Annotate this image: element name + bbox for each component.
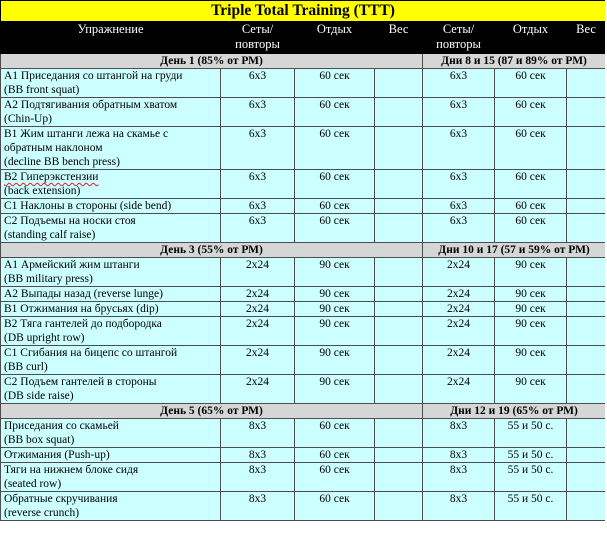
- exercise-name-line: A2 Выпады назад (reverse lunge): [4, 288, 163, 300]
- exercise-name-line: C1 Сгибания на бицепс со штангой: [4, 347, 178, 359]
- exercise-name-line: C1 Наклоны в стороны (side bend): [4, 200, 172, 212]
- exercise-name-line: B1 Жим штанги лежа на скамье с: [4, 128, 169, 140]
- rest-cell-2: 90 сек: [495, 287, 567, 302]
- exercise-name-cell: [1, 375, 221, 404]
- exercise-name-cell: [1, 448, 221, 463]
- exercise-name-cell: [1, 463, 221, 492]
- exercise-name-line: C2 Подъемы на носки стоя: [4, 215, 136, 227]
- exercise-row: [1, 375, 606, 404]
- sets-reps-cell: 2x24: [221, 317, 295, 346]
- sets-reps-cell: 6x3: [221, 69, 295, 98]
- weight-cell-2: [567, 69, 606, 98]
- section-header-row: [1, 243, 606, 258]
- exercise-name-cell: [1, 98, 221, 127]
- rest-cell-2: 55 и 50 с.: [495, 419, 567, 448]
- rest-cell: 60 сек: [295, 127, 375, 170]
- exercise-name-line: (BB military press): [4, 273, 93, 285]
- exercise-name-line: (DB upright row): [4, 332, 85, 344]
- rest-cell: 60 сек: [295, 98, 375, 127]
- sets-reps-cell-2: 2x24: [423, 302, 495, 317]
- rest-cell: 90 сек: [295, 346, 375, 375]
- section-label-right: Дни 12 и 19 (65% от РМ): [423, 404, 606, 419]
- exercise-name-cell: [1, 287, 221, 302]
- exercise-name-line: (reverse crunch): [4, 507, 80, 519]
- exercise-name-line: A1 Приседания со штангой на груди: [4, 70, 183, 82]
- weight-cell: [375, 419, 423, 448]
- weight-cell: [375, 317, 423, 346]
- rest-cell-2: 90 сек: [495, 346, 567, 375]
- section-label-left: День 5 (65% от РМ): [1, 404, 423, 419]
- sets-reps-cell: 2x24: [221, 375, 295, 404]
- sets-reps-cell-2: 6x3: [423, 214, 495, 243]
- weight-cell-2: [567, 448, 606, 463]
- rest-cell: 60 сек: [295, 419, 375, 448]
- exercise-name-cell: [1, 258, 221, 287]
- rest-cell: 90 сек: [295, 317, 375, 346]
- exercise-name-line: Обратные скручивания: [4, 493, 118, 505]
- exercise-row: [1, 492, 606, 521]
- header-rest-2: Отдых: [495, 22, 567, 54]
- weight-cell-2: [567, 98, 606, 127]
- exercise-name-line: (DB side raise): [4, 390, 74, 402]
- section-label-left: День 3 (55% от РМ): [1, 243, 423, 258]
- exercise-name-cell: [1, 170, 221, 199]
- exercise-name-line: B2 Гиперэкстензии: [4, 171, 99, 183]
- exercise-name-line: C2 Подъем гантелей в стороны: [4, 376, 157, 388]
- rest-cell-2: 55 и 50 с.: [495, 492, 567, 521]
- sets-reps-cell: 8x3: [221, 448, 295, 463]
- sets-reps-cell: 2x24: [221, 258, 295, 287]
- exercise-row: [1, 199, 606, 214]
- exercise-row: [1, 346, 606, 375]
- rest-cell-2: 60 сек: [495, 170, 567, 199]
- weight-cell: [375, 375, 423, 404]
- rest-cell: 90 сек: [295, 375, 375, 404]
- sets-reps-cell: 6x3: [221, 98, 295, 127]
- header-sets-line1-2: Сеты/: [442, 22, 475, 36]
- rest-cell: 60 сек: [295, 463, 375, 492]
- rest-cell-2: 90 сек: [495, 302, 567, 317]
- rest-cell-2: 90 сек: [495, 317, 567, 346]
- weight-cell-2: [567, 170, 606, 199]
- rest-cell-2: 60 сек: [495, 127, 567, 170]
- exercise-name-line: Отжимания (Push-up): [4, 449, 110, 461]
- header-rest: Отдых: [295, 22, 375, 54]
- exercise-name-cell: [1, 127, 221, 170]
- rest-cell: 90 сек: [295, 258, 375, 287]
- weight-cell: [375, 258, 423, 287]
- exercise-name-line: (seated row): [4, 478, 62, 490]
- rest-cell-2: 60 сек: [495, 199, 567, 214]
- weight-cell-2: [567, 492, 606, 521]
- table-title: Triple Total Training (TTT): [1, 1, 606, 22]
- weight-cell-2: [567, 375, 606, 404]
- weight-cell-2: [567, 199, 606, 214]
- exercise-name-line: Тяги на нижнем блоке сидя: [4, 464, 139, 476]
- weight-cell: [375, 170, 423, 199]
- section-label-right: Дни 10 и 17 (57 и 59% от РМ): [423, 243, 606, 258]
- exercise-name-line: обратным наклоном: [4, 142, 103, 154]
- rest-cell: 60 сек: [295, 492, 375, 521]
- exercise-name-line: B1 Отжимания на брусьях (dip): [4, 303, 159, 315]
- sets-reps-cell-2: 8x3: [423, 463, 495, 492]
- rest-cell-2: 60 сек: [495, 214, 567, 243]
- sets-reps-cell-2: 8x3: [423, 419, 495, 448]
- sets-reps-cell: 2x24: [221, 287, 295, 302]
- exercise-name-line: (BB front squat): [4, 84, 80, 96]
- weight-cell-2: [567, 346, 606, 375]
- sets-reps-cell: 2x24: [221, 346, 295, 375]
- exercise-name-cell: [1, 302, 221, 317]
- section-header-row: [1, 404, 606, 419]
- weight-cell: [375, 302, 423, 317]
- weight-cell: [375, 199, 423, 214]
- rest-cell-2: 55 и 50 с.: [495, 463, 567, 492]
- sets-reps-cell: 8x3: [221, 419, 295, 448]
- exercise-row: [1, 317, 606, 346]
- sets-reps-cell-2: 2x24: [423, 317, 495, 346]
- rest-cell-2: 60 сек: [495, 98, 567, 127]
- exercise-name-line: A2 Подтягивания обратным хватом: [4, 99, 178, 111]
- rest-cell: 90 сек: [295, 302, 375, 317]
- weight-cell-2: [567, 302, 606, 317]
- weight-cell: [375, 127, 423, 170]
- sets-reps-cell: 6x3: [221, 199, 295, 214]
- exercise-name-cell: [1, 214, 221, 243]
- weight-cell-2: [567, 127, 606, 170]
- exercise-name-line: (BB curl): [4, 361, 48, 373]
- weight-cell: [375, 346, 423, 375]
- exercise-name-line: (standing calf raise): [4, 229, 96, 241]
- rest-cell: 60 сек: [295, 170, 375, 199]
- weight-cell-2: [567, 419, 606, 448]
- exercise-name-line: (Chin-Up): [4, 113, 52, 125]
- sets-reps-cell-2: 6x3: [423, 98, 495, 127]
- section-label-left: День 1 (85% от РМ): [1, 54, 423, 69]
- sets-reps-cell-2: 2x24: [423, 258, 495, 287]
- sets-reps-cell-2: 2x24: [423, 287, 495, 302]
- exercise-row: [1, 214, 606, 243]
- weight-cell-2: [567, 214, 606, 243]
- exercise-name-cell: [1, 419, 221, 448]
- exercise-row: [1, 448, 606, 463]
- header-exercise: Упражнение: [1, 22, 221, 54]
- sets-reps-cell: 8x3: [221, 492, 295, 521]
- rest-cell-2: 55 и 50 с.: [495, 448, 567, 463]
- exercise-name-line: A1 Армейский жим штанги: [4, 259, 140, 271]
- sets-reps-cell-2: 2x24: [423, 346, 495, 375]
- header-sets-reps-2: [423, 22, 495, 54]
- weight-cell: [375, 492, 423, 521]
- sets-reps-cell-2: 6x3: [423, 127, 495, 170]
- rest-cell: 60 сек: [295, 214, 375, 243]
- rest-cell: 60 сек: [295, 69, 375, 98]
- sets-reps-cell: 6x3: [221, 170, 295, 199]
- header-sets-reps: [221, 22, 295, 54]
- exercise-name-cell: [1, 69, 221, 98]
- exercise-name-line: (BB box squat): [4, 434, 75, 446]
- header-sets-line2: повторы: [235, 37, 280, 51]
- exercise-row: [1, 170, 606, 199]
- exercise-name-cell: [1, 199, 221, 214]
- weight-cell: [375, 214, 423, 243]
- weight-cell-2: [567, 287, 606, 302]
- rest-cell: 60 сек: [295, 199, 375, 214]
- exercise-name-line: (back extension): [4, 185, 81, 197]
- weight-cell: [375, 69, 423, 98]
- section-label-right: Дни 8 и 15 (87 и 89% от РМ): [423, 54, 606, 69]
- exercise-name-cell: [1, 346, 221, 375]
- header-weight-2: Вес: [567, 22, 606, 54]
- exercise-name-line: Приседания со скамьей: [4, 420, 119, 432]
- sets-reps-cell-2: 8x3: [423, 448, 495, 463]
- rest-cell-2: 60 сек: [495, 69, 567, 98]
- rest-cell-2: 90 сек: [495, 375, 567, 404]
- sets-reps-cell-2: 8x3: [423, 492, 495, 521]
- exercise-name-cell: [1, 492, 221, 521]
- sets-reps-cell: 6x3: [221, 214, 295, 243]
- rest-cell: 90 сек: [295, 287, 375, 302]
- sets-reps-cell-2: 6x3: [423, 170, 495, 199]
- sets-reps-cell: 2x24: [221, 302, 295, 317]
- exercise-row: [1, 69, 606, 98]
- section-header-row: [1, 54, 606, 69]
- weight-cell: [375, 98, 423, 127]
- exercise-row: [1, 98, 606, 127]
- exercise-row: [1, 127, 606, 170]
- exercise-row: [1, 463, 606, 492]
- weight-cell-2: [567, 463, 606, 492]
- weight-cell: [375, 448, 423, 463]
- sets-reps-cell: 8x3: [221, 463, 295, 492]
- header-sets-line2-2: повторы: [436, 37, 481, 51]
- header-weight: Вес: [375, 22, 423, 54]
- rest-cell: 60 сек: [295, 448, 375, 463]
- weight-cell: [375, 463, 423, 492]
- rest-cell-2: 90 сек: [495, 258, 567, 287]
- exercise-row: [1, 419, 606, 448]
- header-sets-line1: Сеты/: [241, 22, 274, 36]
- sets-reps-cell-2: 6x3: [423, 69, 495, 98]
- sets-reps-cell: 6x3: [221, 127, 295, 170]
- sets-reps-cell-2: 6x3: [423, 199, 495, 214]
- weight-cell-2: [567, 258, 606, 287]
- weight-cell: [375, 287, 423, 302]
- exercise-name-cell: [1, 317, 221, 346]
- exercise-row: [1, 287, 606, 302]
- exercise-name-line: B2 Тяга гантелей до подбородка: [4, 318, 162, 330]
- weight-cell-2: [567, 317, 606, 346]
- exercise-name-line: (decline BB bench press): [4, 156, 120, 168]
- exercise-row: [1, 302, 606, 317]
- exercise-row: [1, 258, 606, 287]
- sets-reps-cell-2: 2x24: [423, 375, 495, 404]
